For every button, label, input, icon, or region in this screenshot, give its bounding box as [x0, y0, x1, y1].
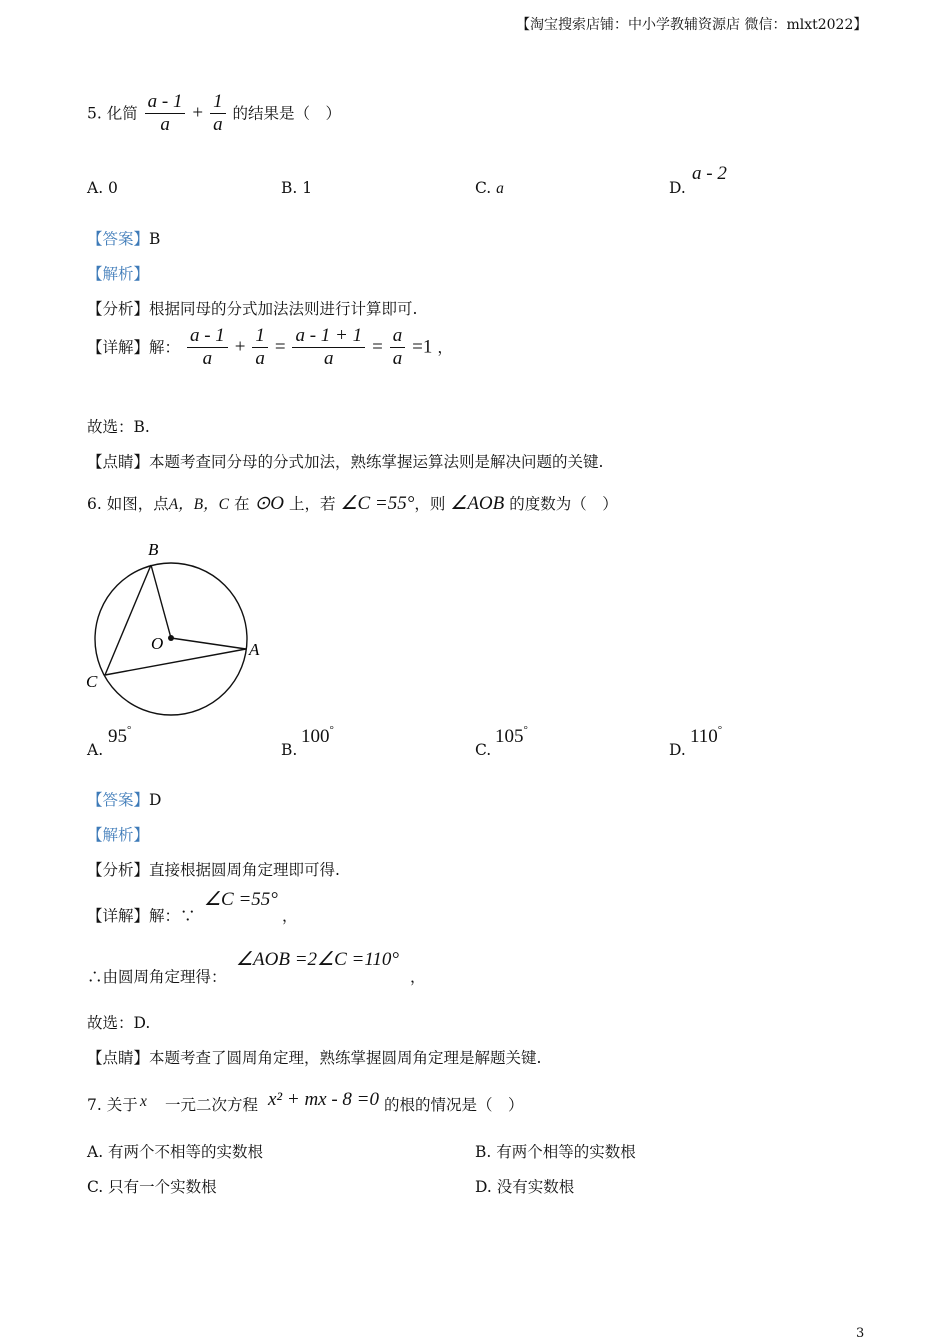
q7-prefix: 7. 关于: [87, 1096, 138, 1114]
q6-option-a-val: 95: [108, 726, 127, 747]
q5-detail-eq2: =: [372, 336, 383, 358]
q7-option-d[interactable]: D. 没有实数根: [475, 1178, 575, 1196]
q6-points: A，B，C: [168, 496, 229, 513]
q5-option-b[interactable]: B. 1: [281, 179, 313, 197]
q6-target-angle: ∠AOB: [450, 493, 505, 514]
q5-detail-f1-den: a: [202, 348, 213, 369]
q5-detail-result: =1: [412, 336, 433, 358]
q5-fraction-1: [145, 92, 186, 135]
segment-ca: [105, 649, 246, 675]
q6-detail-math: ∠C =55°: [204, 889, 278, 910]
q5-option-c[interactable]: [475, 179, 504, 198]
q5-frac1-num: a - 1: [145, 92, 186, 114]
center-point: [168, 635, 174, 641]
q6-option-a-math: [108, 724, 131, 748]
q6-option-c-deg: °: [523, 724, 528, 736]
q6-answer-tag: 【答案】: [87, 791, 150, 809]
q5-detail: [87, 326, 453, 369]
q7-option-b[interactable]: B. 有两个相等的实数根: [475, 1143, 636, 1161]
q5-detail-f2-den: a: [255, 348, 265, 369]
q5-detail-plus: +: [234, 336, 246, 358]
q6-option-d-deg: °: [717, 724, 723, 736]
q5-suffix: 的结果是（ ）: [232, 104, 342, 123]
q7-equation: x² + mx - 8 =0: [268, 1089, 380, 1110]
q7-var: x: [140, 1093, 147, 1110]
q5-dianjing: 【点睛】本题考查同分母的分式加法，熟练掌握运算法则是解决问题的关键.: [87, 453, 604, 471]
q5-option-c-label: C.: [475, 179, 497, 197]
q5-option-c-math: a: [496, 180, 504, 197]
q7-option-a[interactable]: A. 有两个不相等的实数根: [87, 1143, 264, 1161]
segment-bc: [105, 565, 151, 675]
q5-detail-frac-4: [390, 326, 406, 369]
q6-option-b[interactable]: B.: [281, 741, 298, 759]
q6-option-b-math: [301, 724, 334, 748]
q5-detail-f1-num: a - 1: [187, 326, 228, 348]
segment-oa: [171, 638, 246, 649]
q6-therefore-math: ∠AOB =2∠C =110°: [236, 949, 400, 970]
q6-option-a-deg: °: [127, 724, 132, 736]
q5-stem: [87, 92, 341, 135]
q5-plus: +: [192, 102, 204, 124]
q5-choose: 故选：B.: [87, 418, 150, 436]
q6-option-a[interactable]: A.: [87, 741, 104, 759]
q6-given-angle: ∠C =55°: [340, 493, 415, 514]
q6-therefore-comma: ，: [410, 968, 426, 986]
q6-stem: [87, 492, 618, 517]
q6-suffix: 的度数为（ ）: [509, 495, 618, 513]
segment-bo: [151, 565, 171, 638]
q5-detail-f4-num: a: [390, 326, 406, 348]
q5-option-d[interactable]: [669, 179, 686, 197]
q6-option-c-math: [495, 724, 528, 748]
label-o: O: [151, 634, 164, 653]
q5-option-d-math: a - 2: [692, 163, 727, 184]
q6-analysis-tag: 【解析】: [87, 826, 150, 844]
q5-detail-frac-3: [292, 326, 365, 369]
q5-detail-label: 【详解】解：: [87, 338, 181, 357]
q5-fenxi: 【分析】根据同母的分式加法法则进行计算即可.: [87, 300, 418, 318]
label-a: A: [249, 640, 260, 659]
q6-mid1: 在: [233, 495, 250, 513]
q5-frac2-den: a: [213, 114, 223, 135]
label-c: C: [86, 672, 98, 691]
q5-frac2-num: 1: [210, 92, 226, 114]
q6-option-c-val: 105: [495, 726, 524, 747]
q5-analysis-tag: 【解析】: [87, 265, 150, 283]
q6-option-d-val: 110: [690, 726, 718, 747]
q5-answer: [87, 227, 160, 249]
q6-option-c[interactable]: C.: [475, 741, 492, 759]
q5-option-d-label: D.: [669, 179, 686, 197]
circle-figure: [80, 535, 280, 725]
q5-detail-f3-den: a: [324, 348, 334, 369]
q5-answer-value: B: [149, 230, 161, 248]
q7-option-c[interactable]: C. 只有一个实数根: [87, 1178, 217, 1196]
q6-prefix: 6. 如图，点: [87, 495, 169, 513]
q5-option-a[interactable]: A. 0: [87, 179, 118, 197]
q5-frac1-den: a: [160, 114, 170, 135]
q6-therefore-label: ∴由圆周角定理得：: [87, 968, 227, 986]
q5-fraction-2: [210, 92, 226, 135]
q5-detail-eq1: =: [274, 336, 286, 358]
q5-detail-frac-1: [187, 326, 228, 369]
q6-mid2: 上，若: [288, 495, 336, 513]
q6-choose: 故选：D.: [87, 1014, 151, 1032]
q6-option-b-val: 100: [301, 726, 330, 747]
page-number: 3: [856, 1326, 865, 1341]
q6-mid3: ，则: [414, 495, 446, 513]
q6-fenxi: 【分析】直接根据圆周角定理即可得.: [87, 861, 340, 879]
q5-detail-f3-num: a - 1 + 1: [292, 326, 365, 348]
q5-detail-f2-num: 1: [252, 326, 268, 348]
q7-suffix: 的根的情况是（ ）: [384, 1096, 524, 1114]
q6-detail-comma: ，: [282, 907, 298, 925]
label-b: B: [148, 540, 159, 559]
header-banner: 【淘宝搜索店铺：中小学教辅资源店 微信：mlxt2022】: [516, 17, 868, 33]
q7-mid: 一元二次方程: [165, 1096, 259, 1114]
q5-detail-comma: ，: [437, 338, 453, 357]
q6-answer: [87, 788, 161, 810]
q5-detail-frac-2: [252, 326, 268, 369]
q6-circle-symbol: ⊙O: [254, 493, 285, 514]
q6-option-d-math: [690, 724, 722, 748]
q5-answer-tag: 【答案】: [87, 230, 150, 248]
q6-detail-label: 【详解】解：∵: [87, 907, 196, 925]
q6-option-b-deg: °: [329, 724, 334, 736]
q6-option-d[interactable]: D.: [669, 741, 686, 759]
q6-dianjing: 【点睛】本题考查了圆周角定理，熟练掌握圆周角定理是解题关键.: [87, 1049, 542, 1067]
q5-prefix: 5. 化简: [87, 104, 138, 123]
q5-detail-f4-den: a: [392, 348, 403, 369]
q6-answer-value: D: [149, 791, 162, 809]
